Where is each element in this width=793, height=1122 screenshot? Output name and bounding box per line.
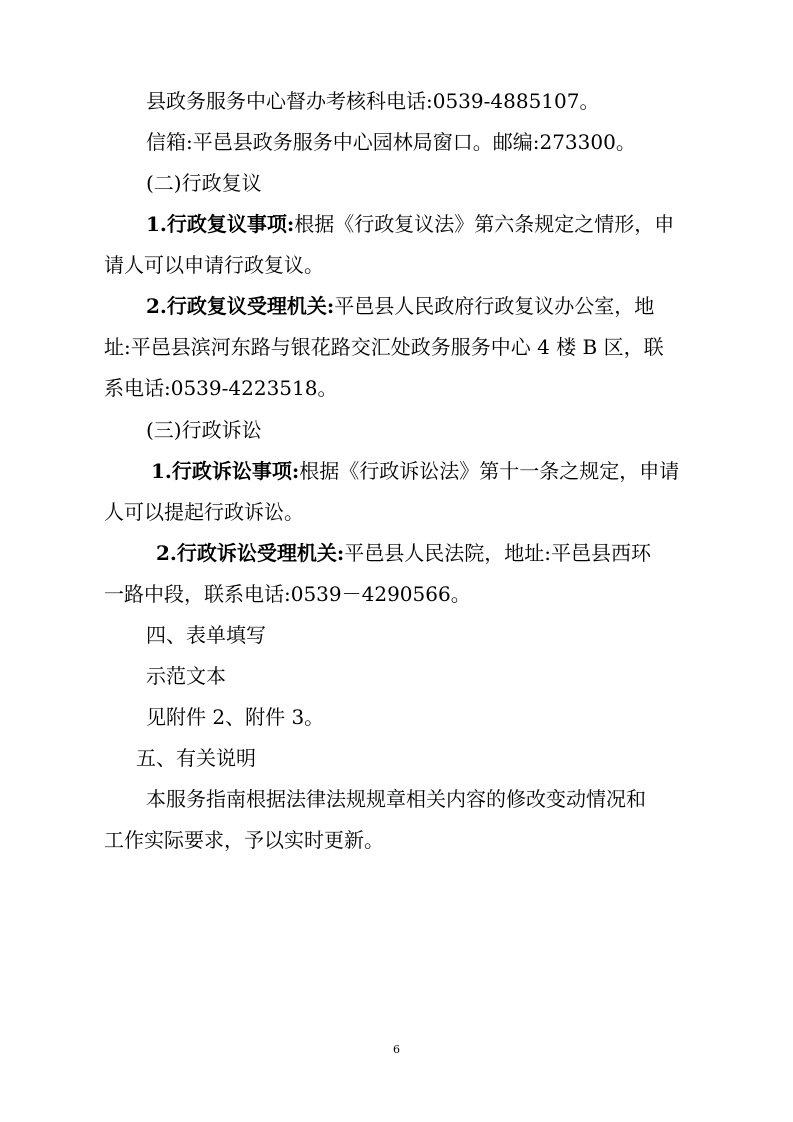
litigation-item-2-text: 平邑县人民法院，地址:平邑县西环 bbox=[344, 541, 652, 565]
review-item-2-line-3: 系电话:0539-4223518。 bbox=[104, 376, 338, 400]
heading-related-notes: 五、有关说明 bbox=[136, 746, 256, 770]
heading-administrative-litigation: (三)行政诉讼 bbox=[146, 418, 262, 442]
review-item-1-line-2: 请人可以申请行政复议。 bbox=[104, 253, 324, 277]
contact-line-phone: 县政务服务中心督办考核科电话:0539-4885107。 bbox=[146, 89, 600, 113]
litigation-item-1-line-1 bbox=[151, 459, 679, 483]
contact-line-mailbox: 信箱:平邑县政务服务中心园林局窗口。邮编:273300。 bbox=[146, 130, 636, 154]
review-item-2-label: 2.行政复议受理机关: bbox=[146, 294, 335, 318]
review-item-1-line-1 bbox=[146, 212, 674, 236]
litigation-item-2-line-2: 一路中段，联系电话:0539－4290566。 bbox=[104, 582, 471, 606]
review-item-2-line-1 bbox=[146, 294, 654, 318]
litigation-item-2-label: 2.行政诉讼受理机关: bbox=[156, 541, 345, 565]
heading-administrative-review: (二)行政复议 bbox=[146, 171, 262, 195]
sample-text-reference: 见附件 2、附件 3。 bbox=[146, 705, 325, 729]
litigation-item-1-line-2: 人可以提起行政诉讼。 bbox=[104, 500, 304, 524]
page-number: 6 bbox=[393, 1043, 400, 1056]
review-item-1-text: 根据《行政复议法》第六条规定之情形，申 bbox=[294, 212, 675, 236]
review-item-2-text: 平邑县人民政府行政复议办公室，地 bbox=[334, 294, 655, 318]
heading-form-filling: 四、表单填写 bbox=[146, 623, 266, 647]
review-item-2-line-2: 址:平邑县滨河东路与银花路交汇处政务服务中心 4 楼 B 区，联 bbox=[104, 335, 664, 359]
notes-line-2: 工作实际要求，予以实时更新。 bbox=[104, 828, 384, 852]
sample-text-label: 示范文本 bbox=[146, 664, 226, 688]
notes-line-1: 本服务指南根据法律法规规章相关内容的修改变动情况和 bbox=[146, 787, 646, 811]
litigation-item-2-line-1 bbox=[156, 541, 651, 565]
litigation-item-1-text: 根据《行政诉讼法》第十一条之规定，申请 bbox=[299, 459, 680, 483]
litigation-item-1-label: 1.行政诉讼事项: bbox=[151, 459, 300, 483]
review-item-1-label: 1.行政复议事项: bbox=[146, 212, 295, 236]
